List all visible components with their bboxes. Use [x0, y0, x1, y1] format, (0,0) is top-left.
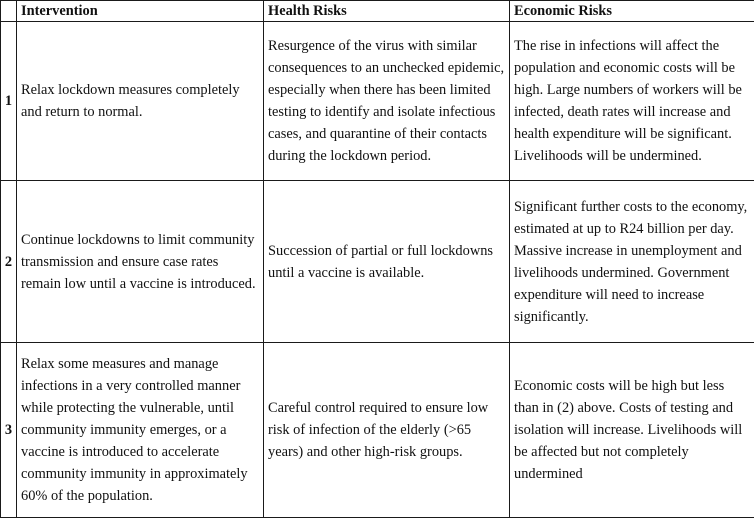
row-number: 1: [1, 22, 17, 181]
health-risk-cell: Resurgence of the virus with similar consequences to an unchecked epidemic, especially when there has been limited testing to identify and isolate infectious cases, and quarantine of their contacts during the lockdown period.: [264, 22, 510, 181]
intervention-cell: Relax some measures and manage infections in a very controlled manner while protecting the vulnerable, until community immunity emerges, or a vaccine is introduced to accelerate community immunity in approximately 60% of the population.: [17, 343, 264, 518]
table-row: [1, 181, 754, 343]
health-risk-cell: Succession of partial or full lockdowns until a vaccine is available.: [264, 181, 510, 343]
economic-risk-cell: Economic costs will be high but less than in (2) above. Costs of testing and isolation will increase. Livelihoods will be affected but not completely undermined: [510, 343, 754, 518]
row-number: 2: [1, 181, 17, 343]
economic-risk-cell: The rise in infections will affect the population and economic costs will be high. Large numbers of workers will be infected, death rates will increase and health expenditure will be significant. Livelihoods will be undermined.: [510, 22, 754, 181]
header-economic-risks: Economic Risks: [510, 1, 754, 22]
header-row: [1, 1, 754, 22]
health-risk-cell: Careful control required to ensure low risk of infection of the elderly (>65 years) and other high-risk groups.: [264, 343, 510, 518]
table-row: [1, 343, 754, 518]
row-number: 3: [1, 343, 17, 518]
economic-risk-cell: Significant further costs to the economy, estimated at up to R24 billion per day. Massive increase in unemployment and livelihoods undermined. Government expenditure will need to increase significantly.: [510, 181, 754, 343]
intervention-cell: Relax lockdown measures completely and return to normal.: [17, 22, 264, 181]
intervention-cell: Continue lockdowns to limit community transmission and ensure case rates remain low until a vaccine is introduced.: [17, 181, 264, 343]
header-intervention: Intervention: [17, 1, 264, 22]
table-row: [1, 22, 754, 181]
header-health-risks: Health Risks: [264, 1, 510, 22]
header-number: [1, 1, 17, 22]
